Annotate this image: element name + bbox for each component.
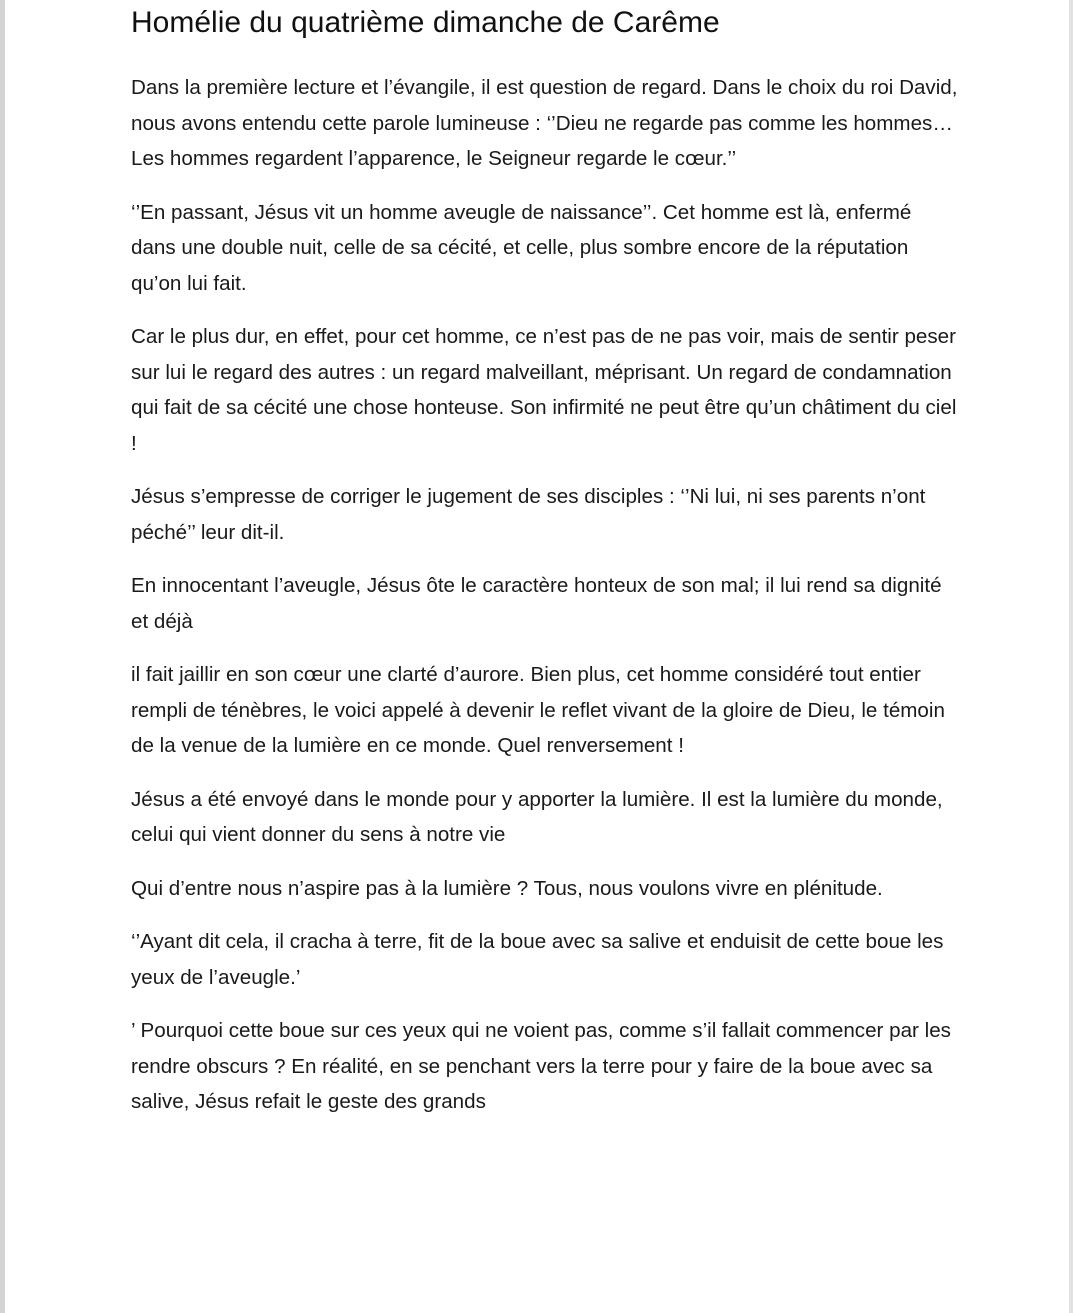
paragraph-1: Dans la première lecture et l’évangile, il est question de regard. Dans le choix du roi David, nous avons entendu cette parole lumineuse : ‘’Dieu ne regarde pas comme les hommes… Les hommes regardent l’apparence, le Seigneur regarde le cœur.’’ — [131, 76, 958, 170]
paragraph-5: En innocentant l’aveugle, Jésus ôte le caractère honteux de son mal; il lui rend sa dignité et déjà — [131, 574, 942, 633]
paragraph-9: ‘’Ayant dit cela, il cracha à terre, fit de la boue avec sa salive et enduisit de cette boue les yeux de l’aveugle.’ — [131, 930, 944, 989]
paragraph-6: il fait jaillir en son cœur une clarté d’aurore. Bien plus, cet homme considéré tout entier rempli de ténèbres, le voici appelé à devenir le reflet vivant de la gloire de Dieu, le témoin de la venue de la lumière en ce monde. Quel renversement ! — [131, 663, 945, 757]
page-left-border — [0, 0, 5, 1313]
paragraph-8: Qui d’entre nous n’aspire pas à la lumière ? Tous, nous voulons vivre en plénitude. — [131, 876, 883, 900]
paragraph-4: Jésus s’empresse de corriger le jugement de ses disciples : ‘’Ni lui, ni ses parents n’ont péché’’ leur dit-il. — [131, 485, 926, 544]
paragraph-3: Car le plus dur, en effet, pour cet homme, ce n’est pas de ne pas voir, mais de sentir peser sur lui le regard des autres : un regard malveillant, méprisant. Un regard de condamnation qui fait de sa cécité une chose honteuse. Son infirmité ne peut être qu’un châtiment du ciel ! — [131, 325, 957, 455]
paragraph-10: ’ Pourquoi cette boue sur ces yeux qui ne voient pas, comme s’il fallait commencer par les rendre obscurs ? En réalité, en se penchant vers la terre pour y faire de la boue avec sa salive, Jésus refait le geste des grands — [131, 1019, 951, 1113]
document-title: Homélie du quatrième dimanche de Carême — [131, 6, 720, 39]
document-page — [131, 0, 961, 1138]
paragraph-2: ‘’En passant, Jésus vit un homme aveugle de naissance’’. Cet homme est là, enfermé dans une double nuit, celle de sa cécité, et celle, plus sombre encore de la réputation qu’on lui fait. — [131, 200, 912, 295]
document-body — [131, 70, 961, 1120]
paragraph-7: Jésus a été envoyé dans le monde pour y apporter la lumière. Il est la lumière du monde, celui qui vient donner du sens à notre vie — [131, 787, 943, 846]
page-right-border — [1069, 0, 1073, 1313]
